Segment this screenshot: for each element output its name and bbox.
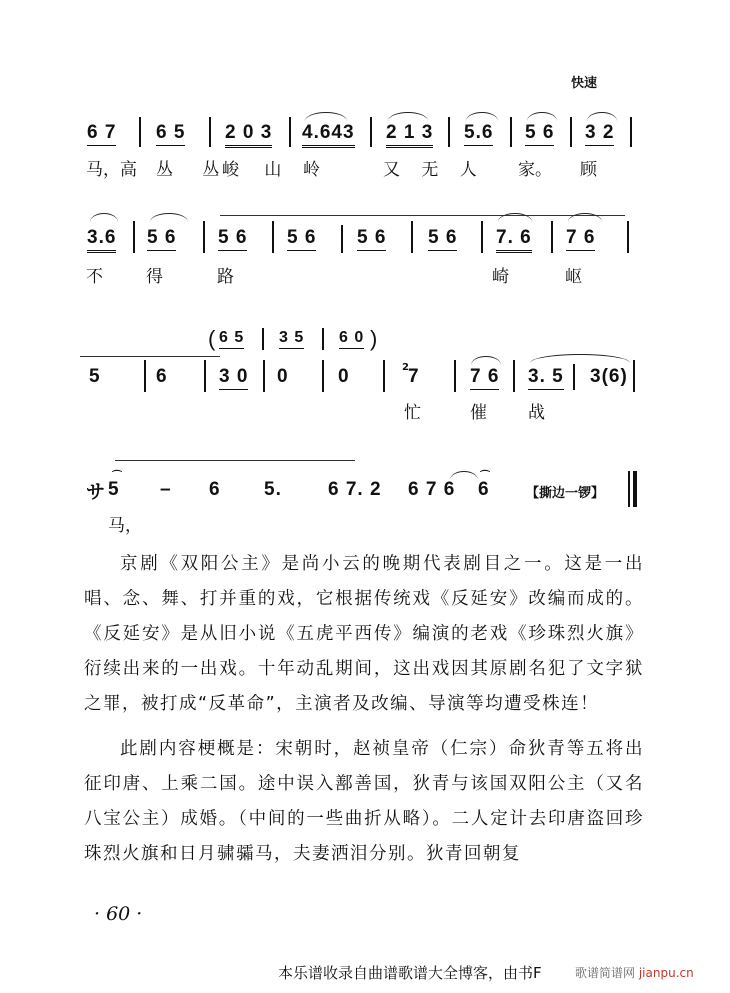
barline bbox=[204, 360, 206, 392]
barline bbox=[289, 117, 291, 147]
lyrics: 马，高 bbox=[86, 160, 137, 180]
lyrics: 岭 bbox=[303, 160, 320, 180]
barline bbox=[630, 117, 632, 147]
paragraph-1: 京剧《双阳公主》是尚小云的晚期代表剧目之一。这是一出唱、念、舞、打并重的戏，它根据传统戏《反延安》改编而成的。《反延安》是从旧小说《五虎平西传》编演的老戏《珍珠烈火旗》衍续出来的一出戏。十年动乱期间，这出戏因其原剧名犯了文字狱之罪，被打成“反革命”，主演者及改编、导演等均遭受株连！ bbox=[84, 554, 644, 714]
fermata-icon: ⌒ bbox=[480, 471, 490, 482]
slur bbox=[466, 112, 498, 121]
note: 6 bbox=[478, 479, 490, 500]
barline bbox=[551, 221, 553, 253]
tempo-mark: 快速 bbox=[571, 76, 598, 91]
measure-3-4: 0 bbox=[277, 366, 289, 387]
lyrics: 顾 bbox=[580, 160, 597, 180]
slur bbox=[471, 356, 501, 365]
tie-line bbox=[220, 215, 625, 216]
slur bbox=[388, 112, 428, 121]
note: 5. bbox=[264, 479, 282, 500]
measure-1-4: 4.643 bbox=[302, 122, 355, 148]
barline bbox=[513, 360, 515, 392]
page-number: · 60 · bbox=[94, 903, 143, 925]
lyrics: 丛 丛 bbox=[156, 160, 232, 180]
accomp-measure-3: 6 0 bbox=[339, 329, 364, 349]
body-text bbox=[84, 547, 644, 872]
final-barline-thick bbox=[633, 471, 637, 507]
measure-1-6: 5.6 bbox=[464, 122, 493, 146]
barline bbox=[633, 360, 635, 392]
measure-2-4: 5 6 bbox=[287, 227, 316, 251]
lyrics: 家。 bbox=[518, 160, 552, 180]
barline bbox=[570, 117, 572, 147]
barline bbox=[139, 117, 141, 147]
watermark-url: jianpu.cn bbox=[638, 966, 694, 980]
measure-3-5: 0 bbox=[338, 366, 350, 387]
measure-3-7: 7 6 bbox=[470, 366, 499, 390]
measure-3-8: 3. 5 bbox=[528, 366, 564, 390]
measure-2-1: 3.6 bbox=[87, 227, 116, 253]
barline bbox=[341, 225, 343, 253]
watermark bbox=[575, 964, 694, 981]
barline bbox=[383, 360, 385, 392]
barline bbox=[133, 221, 135, 253]
slur bbox=[90, 213, 118, 222]
measure-3-3: 3 0 bbox=[219, 366, 248, 390]
barline bbox=[272, 221, 274, 253]
lyrics: 马， bbox=[108, 516, 142, 536]
score-line-3 bbox=[0, 318, 730, 423]
accomp-measure-2: 3 5 bbox=[279, 329, 304, 349]
score-line-2 bbox=[0, 205, 730, 285]
slur bbox=[527, 112, 557, 121]
barline bbox=[454, 360, 456, 392]
lyrics: 不 bbox=[86, 267, 103, 287]
barline bbox=[510, 117, 512, 147]
measure-2-2: 5 6 bbox=[147, 227, 176, 251]
note-dash: – bbox=[160, 479, 172, 500]
measure-2-3: 5 6 bbox=[218, 227, 247, 251]
lyrics: 忙 bbox=[404, 403, 421, 423]
slur bbox=[530, 354, 630, 363]
lyrics: 得 bbox=[146, 267, 163, 287]
accomp-measure-1: 6 5 bbox=[219, 329, 244, 349]
paren-open: ( bbox=[208, 326, 217, 351]
lyrics: 又 无 人 bbox=[383, 160, 485, 180]
note-group: 6 7. 2 bbox=[328, 479, 382, 500]
barline bbox=[262, 328, 264, 350]
barline bbox=[481, 221, 483, 253]
barline bbox=[322, 360, 324, 392]
score-line-1 bbox=[0, 100, 730, 180]
lyrics: 崎 bbox=[492, 267, 509, 287]
barline bbox=[627, 221, 629, 253]
note: 5 bbox=[108, 479, 120, 500]
lyrics: 岖 bbox=[565, 267, 582, 287]
percussion-cue: 【撕边一锣】 bbox=[526, 486, 605, 501]
measure-2-8: 7 6 bbox=[566, 227, 595, 251]
barline bbox=[263, 360, 265, 392]
final-barline-thin bbox=[628, 471, 630, 507]
measure-1-8: 3 2 bbox=[585, 122, 614, 146]
lyrics: 峻 山 bbox=[222, 160, 292, 180]
measure-1-2: 6 5 bbox=[156, 122, 185, 146]
measure-3-9: 3(6) bbox=[590, 366, 628, 387]
fermata-icon: ⌒ bbox=[112, 471, 122, 482]
measure-2-6: 5 6 bbox=[428, 227, 457, 251]
lyrics: 路 bbox=[217, 267, 234, 287]
measure-2-7: 7. 6 bbox=[496, 227, 532, 253]
note-group: 6 7 6 bbox=[408, 479, 456, 500]
free-meter-sign: サ bbox=[86, 482, 107, 503]
paragraph-2: 此剧内容梗概是：宋朝时，赵祯皇帝（仁宗）命狄青等五将出征印唐、上乘二国。途中误入鄯善国，狄青与该国双阳公主（又名八宝公主）成婚。（中间的一些曲折从略）。二人定计去印唐盗回珍珠烈火旗和日月骕骦马，夫妻洒泪分别。狄青回朝复 bbox=[84, 739, 644, 864]
grace-note: 2 bbox=[402, 362, 409, 373]
barline bbox=[448, 117, 450, 147]
barline bbox=[322, 328, 324, 350]
paren-close: ) bbox=[370, 326, 379, 351]
barline bbox=[144, 360, 146, 392]
measure-3-1: 5 bbox=[89, 366, 101, 387]
slur bbox=[305, 112, 347, 121]
footer-notice: 本乐谱收录自曲谱歌谱大全博客，由书F bbox=[278, 964, 542, 982]
measure-2-5: 5 6 bbox=[357, 227, 386, 251]
watermark-cn: 歌谱简谱网 bbox=[575, 966, 636, 980]
lyrics: 战 bbox=[528, 403, 545, 423]
measure-1-5: 2 1 3 bbox=[386, 122, 433, 148]
tie-line bbox=[115, 460, 355, 461]
barline bbox=[203, 221, 205, 253]
measure-1-3: 2 0 3 bbox=[225, 122, 272, 148]
barline bbox=[370, 117, 372, 147]
measure-1-1: 6 7 bbox=[87, 122, 116, 146]
barline bbox=[411, 221, 413, 253]
note: 6 bbox=[209, 479, 221, 500]
measure-3-6: 7 bbox=[408, 366, 420, 387]
measure-1-7: 5 6 bbox=[525, 122, 554, 146]
slur bbox=[587, 112, 617, 121]
tie-line bbox=[80, 356, 220, 357]
measure-3-2: 6 bbox=[156, 366, 168, 387]
score-line-4 bbox=[0, 465, 730, 535]
lyrics: 催 bbox=[470, 403, 487, 423]
barline bbox=[573, 364, 575, 390]
slur bbox=[150, 213, 188, 222]
barline bbox=[209, 117, 211, 147]
